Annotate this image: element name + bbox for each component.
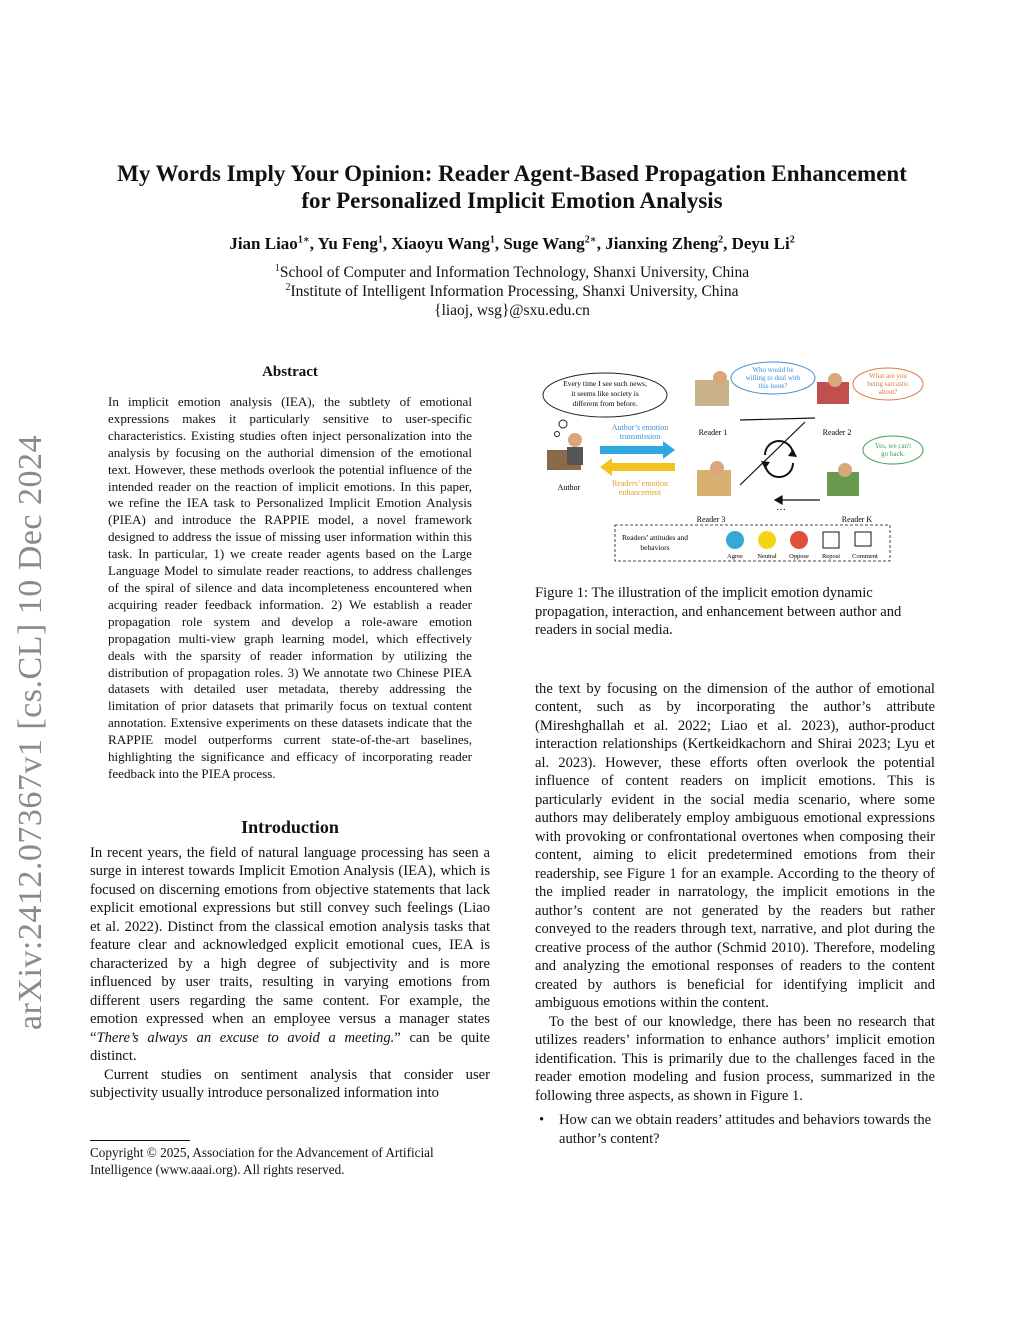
svg-text:willing to deal with: willing to deal with [745, 374, 801, 382]
reader1-speech-bubble [731, 362, 815, 394]
email: {liaoj, wsg}@sxu.edu.cn [434, 302, 590, 319]
svg-text:Oppose: Oppose [789, 553, 809, 560]
footnote-text: Copyright © 2025, Association for the Advancement of Artificial Intelligence (www.aaai.org). All rights reserved. [90, 1145, 434, 1177]
author: Xiaoyu Wang$^1$, [391, 234, 504, 253]
enhancement-arrow [600, 458, 675, 476]
figure-caption: Figure 1: The illustration of the implicit emotion dynamic propagation, interaction, and enhancement between author and readers in social media. [535, 585, 902, 638]
paper-title [80, 160, 944, 214]
svg-text:Author’s emotion: Author’s emotion [611, 423, 669, 432]
svg-text:about?: about? [878, 388, 898, 396]
svg-text:Who would be: Who would be [752, 366, 794, 374]
bullet-marker: • [539, 1112, 545, 1128]
neutral-icon [758, 531, 776, 549]
bullet-text: How can we obtain readers’ attitudes and behaviors towards the author’s content? [559, 1112, 932, 1147]
svg-text:enhancement: enhancement [618, 488, 662, 497]
svg-text:go back.: go back. [881, 450, 905, 458]
introduction-heading: Introduction [241, 816, 339, 837]
author-label: Author [557, 483, 581, 492]
figure-illustration [535, 360, 935, 570]
author: Jianxing Zheng$^2$, [605, 234, 732, 253]
paragraph: To the best of our knowledge, there has been no research that utilizes readers’ information to enhance authors’ implicit emotion identification. This is primarily due to the challenges faced in the reader emotion modeling and fusion process, summarized in the following three aspects, as shown in Figure 1. [535, 1013, 935, 1104]
left-column [90, 364, 490, 1103]
author: Yu Feng$^1$, [317, 234, 392, 253]
bullet-item [535, 1111, 935, 1148]
author-list [80, 234, 944, 254]
author: Suge Wang$^{2∗}$, [503, 234, 606, 253]
introduction-body [90, 844, 490, 1103]
oppose-icon [790, 531, 808, 549]
repost-icon [823, 532, 839, 548]
svg-text:Reader 3: Reader 3 [696, 515, 726, 524]
svg-text:Yes, we can't: Yes, we can't [874, 442, 912, 450]
agree-icon [726, 531, 744, 549]
paragraph: In recent years, the field of natural language processing has seen a surge in interest towards Implicit Emotion Analysis (IEA), which is focused on discerning emotions from objective statements that lack explicit emotional expressions but still convey such feelings (Liao et al. 2022). Distinct from the classical emotion analysis tasks that feature clear and acknowledged explicit emotional cues, IEA is characterized by a high degree of subjectivity and is more influenced by user traits, resulting in varying emotions from different users regarding the same content. For example, the emotion expressed when an employee versus a manager states “There’s always an excuse to avoid a meeting.” can be quite distinct. [90, 844, 490, 1065]
emotion-arrows [600, 423, 675, 497]
attitude-legend [615, 525, 890, 561]
author: Deyu Li$^2$ [731, 234, 795, 253]
svg-text:behaviors: behaviors [640, 543, 670, 552]
right-column [535, 360, 935, 1148]
svg-text:What are you: What are you [869, 372, 907, 380]
comment-icon [855, 532, 871, 546]
svg-text:this issue?: this issue? [758, 382, 788, 390]
reader2-speech-bubble [853, 368, 923, 400]
arxiv-identifier: arXiv:2412.07367v1 [cs.CL] 10 Dec 2024 [12, 434, 49, 1030]
author: Jian Liao$^{1∗}$, [229, 234, 318, 253]
abstract-heading: Abstract [262, 364, 318, 380]
svg-text:transmission: transmission [619, 432, 661, 441]
title-line-1: My Words Imply Your Opinion: Reader Agent-Based Propagation Enhancement [117, 161, 907, 186]
svg-text:Comment: Comment [852, 553, 878, 560]
transmission-arrow [600, 441, 675, 459]
svg-text:Repost: Repost [821, 553, 841, 560]
affiliations [80, 263, 944, 320]
figure-1 [535, 360, 935, 570]
reader2-second-bubble [863, 436, 923, 464]
affiliation: $^1$School of Computer and Information Technology, Shanxi University, China [274, 262, 750, 281]
title-line-2: for Personalized Implicit Emotion Analysis [301, 188, 723, 213]
affiliation: $^2$Institute of Intelligent Information Processing, Shanxi University, China [285, 281, 739, 300]
paragraph: the text by focusing on the dimension of the author of emotional content, such as by incorporating the author’s attribute (Mireshghallah et al. 2022; Liao et al. 2023), author-product interaction relationships (Kertkeidkachorn and Shirai 2023; Lyu et al. 2023). However, these efforts often overlook the potential influence of content readers on implicit emotions. This is particularly evident in the social media scenario, where some authors may deliberately employ ambiguous emotional expressions with provoking or confrontational overtones when composing their content, aiming to elicit predetermined emotions from their readership, see Figure 1 for an example. According to the theory of the implied reader in narratology, the implicit emotions in the author’s content are not generated by the readers but rather conveyed to the readers through text, narrative, and plot during the creative process of the author (Schmid 2010). Therefore, modeling and analyzing the emotional responses of readers to the content created by authors is beneficial for identifying implicit and ambiguous emotions within the content. [535, 680, 935, 1011]
svg-text:Reader 2: Reader 2 [822, 428, 852, 437]
svg-text:Reader K: Reader K [841, 515, 873, 524]
copyright-footnote [90, 1140, 490, 1178]
right-body [535, 680, 935, 1106]
paragraph: Current studies on sentiment analysis that consider user subjectivity usually introduce personalized information into [90, 1066, 490, 1102]
svg-text:Readers’ emotion: Readers’ emotion [611, 479, 669, 488]
svg-text:being sarcastic: being sarcastic [867, 380, 909, 388]
svg-text:Neutral: Neutral [757, 553, 777, 560]
svg-text:Reader 1: Reader 1 [698, 428, 728, 437]
svg-text:Agree: Agree [727, 553, 743, 560]
footnote-rule [90, 1140, 190, 1141]
reader-ellipsis: … [776, 502, 786, 513]
bubble-author-line3: different from before. [572, 399, 638, 408]
bubble-author-line2: it seems like society is [571, 389, 639, 398]
propagation-lines [740, 418, 820, 504]
svg-text:Readers’ attitudes and: Readers’ attitudes and [621, 533, 689, 542]
abstract-text: In implicit emotion analysis (IEA), the subtlety of emotional expressions makes it particularly sensitive to user-specific characteristics. Existing studies often inject personalization into the analysis by focusing on the authorial dimension of the emotional text. However, these methods overlook the potential influence of the intended reader on the reaction of implicit emotions. In this paper, we refine the IEA task to Personalized Implicit Emotion Analysis (PIEA) and introduce the RAPPIE model, a novel framework designed to address the issue of missing user information within this task. In particular, 1) we create reader agents based on the Large Language Model to simulate reader reactions, to address challenges of the spiral of silence and data incompleteness encountered when acquiring reader feedback information. 2) We establish a reader propagation role system and develop a role-aware emotion propagation multi-view graph learning model, which effectively deals with the sparsity of reader information by utilizing the distribution of propagation roles. 3) We annotate two Chinese PIEA datasets with detailed user metadata, thereby addressing the limitation of prior datasets that primarily focus on textual content annotation. Extensive experiments on these datasets indicate that the RAPPIE model outperforms current state-of-the-art baselines, highlighting the significance and efficacy of incorporating reader feedback into the PIEA process. [108, 394, 472, 781]
author-figure-icon [547, 433, 583, 492]
bubble-author-line1: Every time I see such news, [563, 379, 647, 388]
